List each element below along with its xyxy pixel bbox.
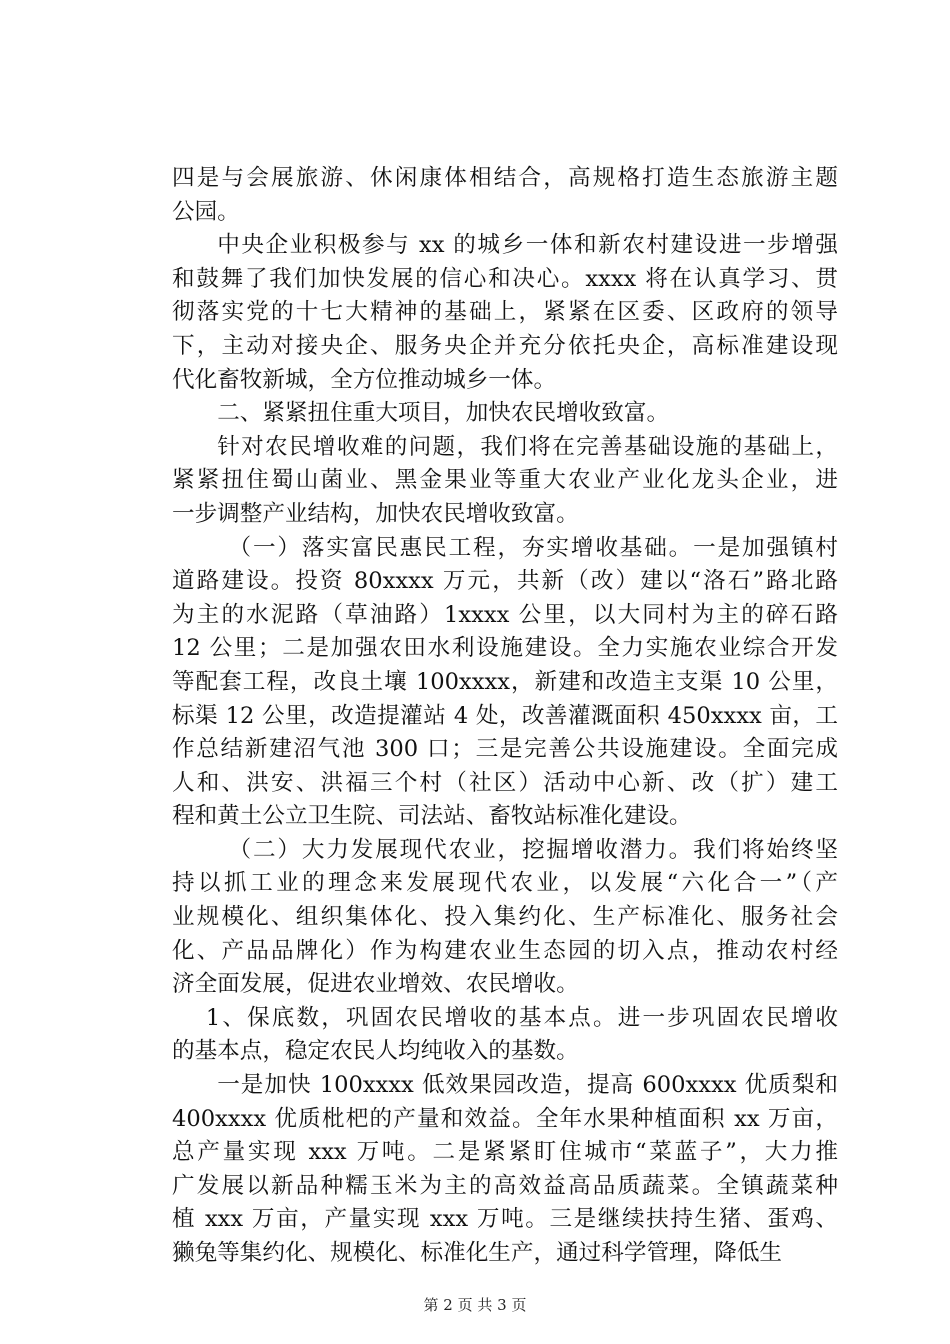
- text-line: 12 公里；二是加强农田水利设施建设。全力实施农业综合开发: [172, 635, 838, 662]
- text-line: 持以抓工业的理念来发展现代农业，以发展“六化合一”（产: [172, 870, 838, 897]
- paragraph: [172, 1069, 838, 1271]
- text-line: 植 xxx 万亩，产量实现 xxx 万吨。三是继续扶持生猪、蛋鸡、: [172, 1206, 838, 1233]
- text-line: 一是加快 100xxxx 低效果园改造，提高 600xxxx 优质梨和: [217, 1072, 838, 1099]
- text-line: 济全面发展，促进农业增效、农民增收。: [172, 971, 579, 998]
- text-line: 人和、洪安、洪福三个村（社区）活动中心新、改（扩）建工: [172, 769, 838, 796]
- text-line: 和鼓舞了我们加快发展的信心和决心。xxxx 将在认真学习、贯: [172, 265, 838, 292]
- text-line: 业规模化、组织集体化、投入集约化、生产标准化、服务社会: [172, 904, 838, 931]
- page-footer: 第 2 页 共 3 页: [423, 1296, 527, 1314]
- paragraph: [172, 834, 838, 1002]
- paragraph: [172, 532, 838, 834]
- paragraph: [172, 431, 838, 532]
- body-text: [172, 162, 838, 1271]
- text-line: 中央企业积极参与 xx 的城乡一体和新农村建设进一步增强: [217, 232, 838, 259]
- text-line: 公园。: [172, 198, 240, 225]
- text-line: 等配套工程，改良土壤 100xxxx，新建和改造主支渠 10 公里，: [172, 668, 838, 695]
- text-line: （二）大力发展现代农业，挖掘增收潜力。我们将始终坚: [228, 836, 838, 863]
- text-line: 作总结新建沼气池 300 口；三是完善公共设施建设。全面完成: [172, 736, 838, 763]
- paragraph: [172, 162, 838, 229]
- paragraph: [172, 397, 838, 431]
- text-line: 四是与会展旅游、休闲康体相结合，高规格打造生态旅游主题: [172, 165, 838, 191]
- text-line: 紧紧扭住蜀山菌业、黑金果业等重大农业产业化龙头企业，进: [172, 467, 838, 494]
- text-line: （一）落实富民惠民工程，夯实增收基础。一是加强镇村: [228, 534, 838, 561]
- text-line: 代化畜牧新城，全方位推动城乡一体。: [172, 366, 557, 393]
- text-line: 为主的水泥路（草油路）1xxxx 公里，以大同村为主的碎石路: [172, 601, 838, 628]
- text-line: 獭兔等集约化、规模化、标准化生产，通过科学管理，降低生: [172, 1240, 783, 1266]
- text-line: 道路建设。投资 80xxxx 万元，共新（改）建以“洛石”路北路: [172, 568, 838, 595]
- text-line: 广发展以新品种糯玉米为主的高效益高品质蔬菜。全镇蔬菜种: [172, 1172, 838, 1199]
- text-line: 一步调整产业结构，加快农民增收致富。: [172, 500, 579, 527]
- text-line: 400xxxx 优质枇杷的产量和效益。全年水果种植面积 xx 万亩，: [172, 1105, 838, 1132]
- text-line: 下，主动对接央企、服务央企并充分依托央企，高标准建设现: [172, 332, 838, 359]
- text-line: 二、紧紧扭住重大项目，加快农民增收致富。: [217, 400, 670, 427]
- paragraph: [172, 229, 838, 397]
- text-line: 化、产品品牌化）作为构建农业生态园的切入点，推动农村经: [172, 937, 838, 964]
- text-line: 1、保底数，巩固农民增收的基本点。进一步巩固农民增收: [205, 1004, 838, 1031]
- text-line: 总产量实现 xxx 万吨。二是紧紧盯住城市“菜蓝子”，大力推: [172, 1139, 838, 1166]
- text-line: 针对农民增收难的问题，我们将在完善基础设施的基础上，: [217, 433, 838, 460]
- paragraph: [172, 1002, 838, 1069]
- text-line: 程和黄土公立卫生院、司法站、畜牧站标准化建设。: [172, 803, 692, 830]
- text-line: 彻落实党的十七大精神的基础上，紧紧在区委、区政府的领导: [172, 299, 838, 326]
- text-line: 标渠 12 公里，改造提灌站 4 处，改善灌溉面积 450xxxx 亩，工: [172, 702, 838, 729]
- text-line: 的基本点，稳定农民人均纯收入的基数。: [172, 1038, 579, 1065]
